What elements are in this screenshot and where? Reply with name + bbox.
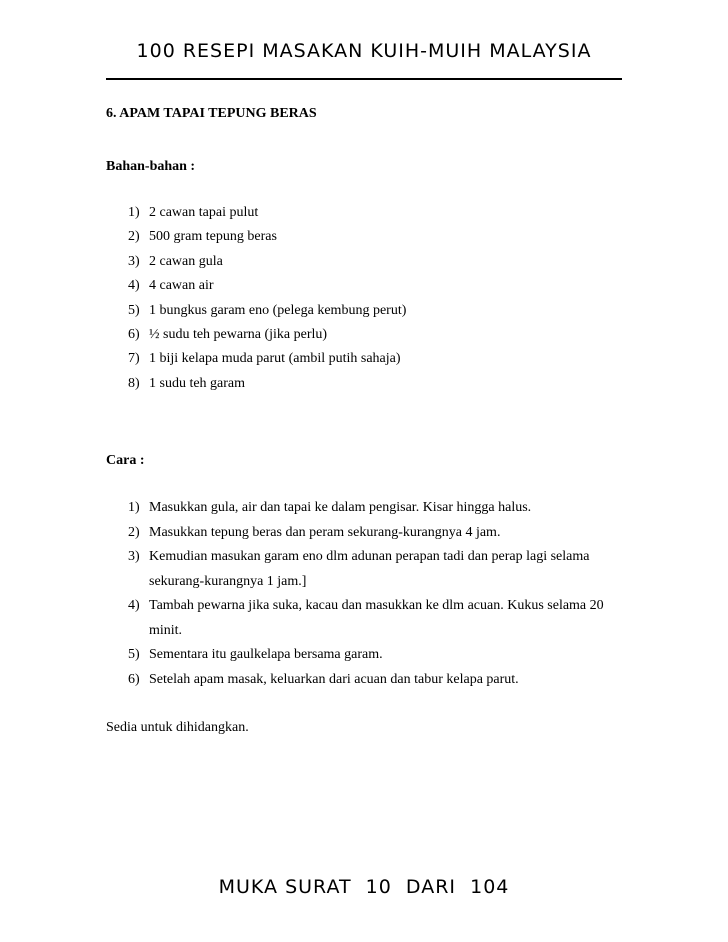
list-item-text: ½ sudu teh pewarna (jika perlu) [149, 326, 328, 342]
list-item-number: 2) [128, 229, 140, 245]
list-item-text: Kemudian masukan garam eno dlm adunan perapan tadi dan perap lagi selama sekurang-kurangnya 1 jam.] [149, 549, 590, 589]
page-footer-number: MUKA SURAT 10 DARI 104 [218, 876, 510, 898]
list-item [128, 204, 406, 228]
list-item [128, 521, 619, 546]
list-item-number: 7) [128, 351, 140, 367]
list-item-number: 5) [128, 302, 140, 318]
ingredients-label: Bahan-bahan : [106, 159, 196, 174]
list-item-text: Sementara itu gaulkelapa bersama garam. [149, 647, 383, 662]
list-item-text: 4 cawan air [149, 278, 214, 294]
page-header-title: 100 RESEPI MASAKAN KUIH-MUIH MALAYSIA [136, 40, 592, 62]
list-item-number: 4) [128, 278, 140, 294]
list-item [128, 326, 406, 350]
list-item-number: 1) [128, 205, 140, 220]
list-item-text: Masukkan tepung beras dan peram sekurang-kurangnya 4 jam. [149, 524, 501, 540]
list-item-number: 8) [128, 375, 140, 391]
list-item-text: 2 cawan tapai pulut [149, 205, 259, 220]
header-divider [106, 78, 622, 80]
list-item-number: 3) [128, 549, 140, 564]
list-item-number: 6) [128, 671, 140, 687]
list-item [128, 594, 619, 643]
list-item-number: 5) [128, 647, 140, 662]
list-item [128, 545, 619, 594]
list-item-text: 1 sudu teh garam [149, 375, 246, 391]
list-item-text: 500 gram tepung beras [149, 229, 277, 245]
list-item-number: 4) [128, 598, 140, 613]
list-item [128, 350, 406, 374]
list-item-number: 6) [128, 326, 140, 342]
list-item [128, 668, 619, 693]
list-item [128, 253, 406, 277]
list-item [128, 277, 406, 301]
list-item-number: 3) [128, 253, 140, 269]
recipe-title: 6. APAM TAPAI TEPUNG BERAS [106, 106, 317, 121]
list-item-text: Tambah pewarna jika suka, kacau dan masukkan ke dlm acuan. Kukus selama 20 minit. [149, 598, 604, 638]
list-item [128, 375, 406, 399]
method-label: Cara : [106, 453, 145, 468]
list-item-number: 2) [128, 524, 140, 540]
list-item-number: 1) [128, 500, 140, 515]
list-item [128, 228, 406, 252]
list-item [128, 302, 406, 326]
list-item-text: 2 cawan gula [149, 253, 223, 269]
list-item-text: 1 biji kelapa muda parut (ambil putih sahaja) [149, 351, 401, 367]
list-item [128, 643, 619, 668]
list-item-text: 1 bungkus garam eno (pelega kembung perut) [149, 302, 407, 318]
ingredients-list [128, 204, 406, 399]
method-steps-list [128, 496, 619, 692]
list-item-text: Setelah apam masak, keluarkan dari acuan dan tabur kelapa parut. [149, 671, 519, 687]
list-item-text: Masukkan gula, air dan tapai ke dalam pengisar. Kisar hingga halus. [149, 500, 532, 515]
list-item [128, 496, 619, 521]
closing-note: Sedia untuk dihidangkan. [106, 720, 249, 735]
